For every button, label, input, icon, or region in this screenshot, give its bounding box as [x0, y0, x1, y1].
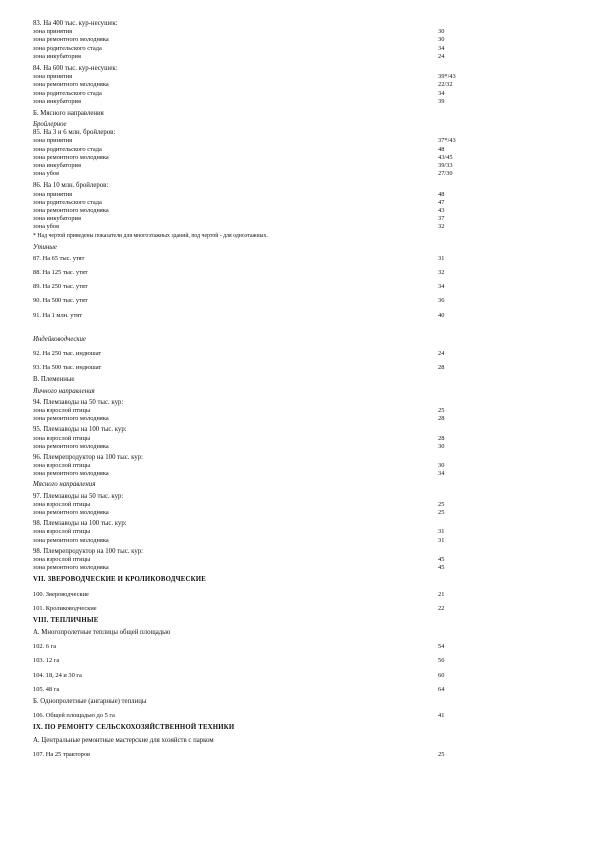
row-label: 101. Кролиководческие: [33, 604, 97, 612]
row-label: VII. ЗВЕРОВОДЧЕСКИЕ И КРОЛИКОВОДЧЕСКИЕ: [33, 576, 206, 584]
row-value: 28: [438, 434, 445, 442]
subsection-heading: [33, 121, 553, 129]
row-label: 106. Общей площадью до 5 га: [33, 712, 115, 720]
table-row: [33, 81, 553, 89]
subsection-heading: [33, 244, 553, 252]
row-label: 94. Племзаводы на 50 тыс. кур:: [33, 398, 124, 406]
row-label: зона родительского стада: [33, 198, 102, 206]
row-value: 27/30: [438, 170, 453, 178]
table-row: [33, 435, 553, 443]
row-value: 25: [438, 500, 445, 508]
row-value: 45: [438, 564, 445, 572]
table-row: [33, 45, 553, 53]
subsection-heading: [33, 336, 553, 344]
item-heading: [33, 520, 553, 528]
row-value: 47: [438, 198, 445, 206]
row-label: зона взрослой птицы: [33, 434, 91, 442]
row-label: 107. На 25 тракторов: [33, 750, 91, 758]
row-label: зона ремонтного молодняка: [33, 81, 109, 89]
row-label: 90. На 500 тыс. утят: [33, 297, 88, 305]
item-heading: [33, 110, 553, 118]
row-value: 30: [438, 442, 445, 450]
row-value: 64: [438, 685, 445, 693]
row-label: А. Многопролетные теплицы общей площадью: [33, 629, 171, 637]
row-label: В. Племенные: [33, 376, 75, 384]
row-value: 31: [438, 254, 445, 262]
table-row: [33, 297, 553, 305]
table-row: [33, 537, 553, 545]
row-label: Индейководческие: [33, 335, 86, 343]
row-label: зона ремонтного молодняка: [33, 470, 109, 478]
row-label: * Над чертой приведены показатели для многоэтажных зданий, под чертой - для одноэтажных.: [33, 232, 268, 239]
row-value: 37*/43: [438, 137, 456, 145]
row-label: VIII. ТЕПЛИЧНЫЕ: [33, 616, 99, 624]
row-value: 43/45: [438, 153, 453, 161]
table-row: [33, 199, 553, 207]
row-value: 34: [438, 89, 445, 97]
row-value: 45: [438, 555, 445, 563]
item-heading: [33, 426, 553, 434]
row-value: 25: [438, 406, 445, 414]
table-row: [33, 643, 553, 651]
row-value: 24: [438, 350, 445, 357]
row-value: 24: [438, 52, 445, 60]
item-heading: [33, 182, 553, 190]
item-heading: [33, 454, 553, 462]
table-row: [33, 53, 553, 61]
row-value: 34: [438, 470, 445, 478]
row-label: зона ремонтного молодняка: [33, 415, 109, 423]
row-label: зона ремонтного молодняка: [33, 509, 109, 516]
row-label: зона взрослой птицы: [33, 555, 91, 563]
row-label: зона убоя: [33, 223, 59, 231]
row-label: Утиные: [33, 243, 57, 251]
row-label: зона ремонтного молодняка: [33, 564, 109, 572]
item-heading: [33, 548, 553, 556]
row-value: 31: [438, 536, 445, 544]
row-label: зона принятия: [33, 73, 73, 81]
table-row: [33, 283, 553, 291]
row-label: 87. На 65 тыс. утят: [33, 254, 85, 262]
row-label: Бройлерное: [33, 121, 67, 129]
row-label: зона принятия: [33, 28, 73, 36]
table-row: [33, 269, 553, 277]
row-value: 30: [438, 36, 445, 44]
row-label: зона взрослой птицы: [33, 406, 91, 414]
row-value: 37: [438, 215, 445, 223]
table-row: [33, 312, 553, 320]
item-heading: [33, 629, 553, 637]
row-label: 93. На 500 тыс. индюшат: [33, 364, 102, 372]
table-row: [33, 751, 553, 759]
table-row: [33, 36, 553, 44]
row-label: 96. Племрепродуктор на 100 тыс. кур:: [33, 453, 144, 461]
row-value: 22: [438, 604, 445, 612]
row-label: зона родительского стада: [33, 44, 102, 52]
row-label: зона ремонтного молодняка: [33, 442, 109, 450]
row-label: зона ремонтного молодняка: [33, 36, 109, 44]
row-label: Б. Мясного направления: [33, 109, 104, 117]
item-heading: [33, 20, 553, 28]
row-label: зона взрослой птицы: [33, 462, 91, 470]
item-heading: [33, 737, 553, 745]
table-row: [33, 28, 553, 36]
row-value: 22/32: [438, 81, 453, 89]
row-value: 32: [438, 223, 445, 231]
table-row: [33, 564, 553, 572]
row-label: 97. Племзаводы на 50 тыс. кур:: [33, 492, 124, 500]
row-value: 60: [438, 671, 445, 679]
subsection-heading: [33, 388, 553, 396]
table-row: [33, 443, 553, 451]
row-value: 21: [438, 590, 445, 598]
row-label: зона ремонтного молодняка: [33, 536, 109, 544]
row-label: зона инкубатория: [33, 215, 81, 223]
row-label: 104. 18, 24 и 30 га: [33, 671, 82, 679]
spacer: [33, 320, 553, 336]
row-label: А. Центральные ремонтные мастерские для хозяйств с парком: [33, 736, 214, 744]
table-row: [33, 556, 553, 564]
row-value: 39: [438, 97, 445, 105]
table-row: [33, 255, 553, 263]
row-label: 95. Племзаводы на 100 тыс. кур:: [33, 426, 127, 434]
row-label: зона родительского стада: [33, 145, 102, 153]
row-value: 48: [438, 145, 445, 153]
row-label: Мясного направления: [33, 481, 96, 489]
table-row: [33, 73, 553, 81]
row-label: зона принятия: [33, 190, 73, 198]
item-heading: [33, 493, 553, 501]
section-heading: [33, 576, 553, 584]
row-label: зона ремонтного молодняка: [33, 153, 109, 161]
subsection-heading: [33, 481, 553, 489]
row-label: 85. На 3 и 6 млн. бройлеров:: [33, 129, 116, 137]
row-value: 30: [438, 462, 445, 470]
table-row: [33, 191, 553, 199]
row-label: 88. На 125 тыс. утят: [33, 269, 88, 277]
row-value: 39/33: [438, 162, 453, 169]
table-row: [33, 364, 553, 372]
table-row: [33, 672, 553, 680]
row-label: 83. На 400 тыс. кур-несушек:: [33, 20, 118, 27]
table-row: [33, 462, 553, 470]
row-label: 86. На 10 млн. бройлеров:: [33, 182, 109, 190]
table-row: [33, 415, 553, 423]
section-heading: [33, 724, 553, 732]
row-value: 54: [438, 643, 445, 651]
table-row: [33, 686, 553, 694]
table-row: [33, 154, 553, 162]
table-row: [33, 350, 553, 358]
row-label: 100. Звероводческие: [33, 590, 89, 598]
row-label: зона принятия: [33, 137, 73, 145]
table-row: [33, 162, 553, 170]
row-label: 105. 48 га: [33, 685, 60, 693]
table-row: [33, 657, 553, 665]
row-value: 36: [438, 297, 445, 305]
row-label: зона инкубатория: [33, 162, 81, 169]
row-label: зона убоя: [33, 170, 59, 178]
row-value: 32: [438, 269, 445, 277]
row-label: 91. На 1 млн. утят: [33, 311, 82, 319]
table-row: [33, 528, 553, 536]
section-heading: [33, 617, 553, 625]
footnote: [33, 232, 553, 240]
table-row: [33, 98, 553, 106]
row-value: 48: [438, 190, 445, 198]
document-page: [33, 20, 553, 759]
row-label: Яичного направления: [33, 387, 95, 395]
table-row: [33, 137, 553, 145]
item-heading: [33, 129, 553, 137]
row-value: 56: [438, 657, 445, 665]
row-value: 34: [438, 44, 445, 52]
row-label: зона взрослой птицы: [33, 528, 91, 536]
table-row: [33, 509, 553, 517]
row-label: зона ремонтного молодняка: [33, 206, 109, 214]
row-label: 98. Племзаводы на 100 тыс. кур:: [33, 520, 127, 528]
row-label: Б. Однопролетные (ангарные) теплицы: [33, 698, 147, 705]
row-label: 84. На 600 тыс. кур-несушек:: [33, 64, 118, 72]
row-value: 39*/43: [438, 73, 456, 81]
table-row: [33, 470, 553, 478]
row-value: 30: [438, 28, 445, 36]
table-row: [33, 146, 553, 154]
row-label: 102. 6 га: [33, 643, 57, 651]
item-heading: [33, 399, 553, 407]
table-row: [33, 170, 553, 178]
row-value: 43: [438, 206, 445, 214]
table-row: [33, 215, 553, 223]
table-row: [33, 207, 553, 215]
row-value: 31: [438, 528, 445, 536]
row-label: зона инкубатория: [33, 97, 81, 105]
row-label: IX. ПО РЕМОНТУ СЕЛЬСКОХОЗЯЙСТВЕННОЙ ТЕХНИКИ: [33, 724, 235, 732]
row-value: 34: [438, 283, 445, 291]
row-value: 25: [438, 509, 445, 516]
table-row: [33, 501, 553, 509]
row-value: 28: [438, 364, 445, 372]
row-label: 103. 12 га: [33, 657, 60, 665]
table-row: [33, 407, 553, 415]
row-value: 41: [438, 712, 445, 720]
row-value: 40: [438, 311, 445, 319]
table-row: [33, 712, 553, 720]
row-label: 92. На 250 тыс. индюшат: [33, 350, 102, 357]
table-row: [33, 591, 553, 599]
item-heading: [33, 376, 553, 384]
row-label: зона родительского стада: [33, 89, 102, 97]
table-row: [33, 605, 553, 613]
table-row: [33, 90, 553, 98]
row-label: 89. На 250 тыс. утят: [33, 283, 88, 291]
item-heading: [33, 65, 553, 73]
row-value: 25: [438, 750, 445, 758]
table-row: [33, 223, 553, 231]
row-label: зона инкубатория: [33, 52, 81, 60]
item-heading: [33, 698, 553, 706]
row-label: зона взрослой птицы: [33, 500, 91, 508]
row-label: 98. Племрепродуктор на 100 тыс. кур:: [33, 547, 144, 555]
row-value: 28: [438, 415, 445, 423]
